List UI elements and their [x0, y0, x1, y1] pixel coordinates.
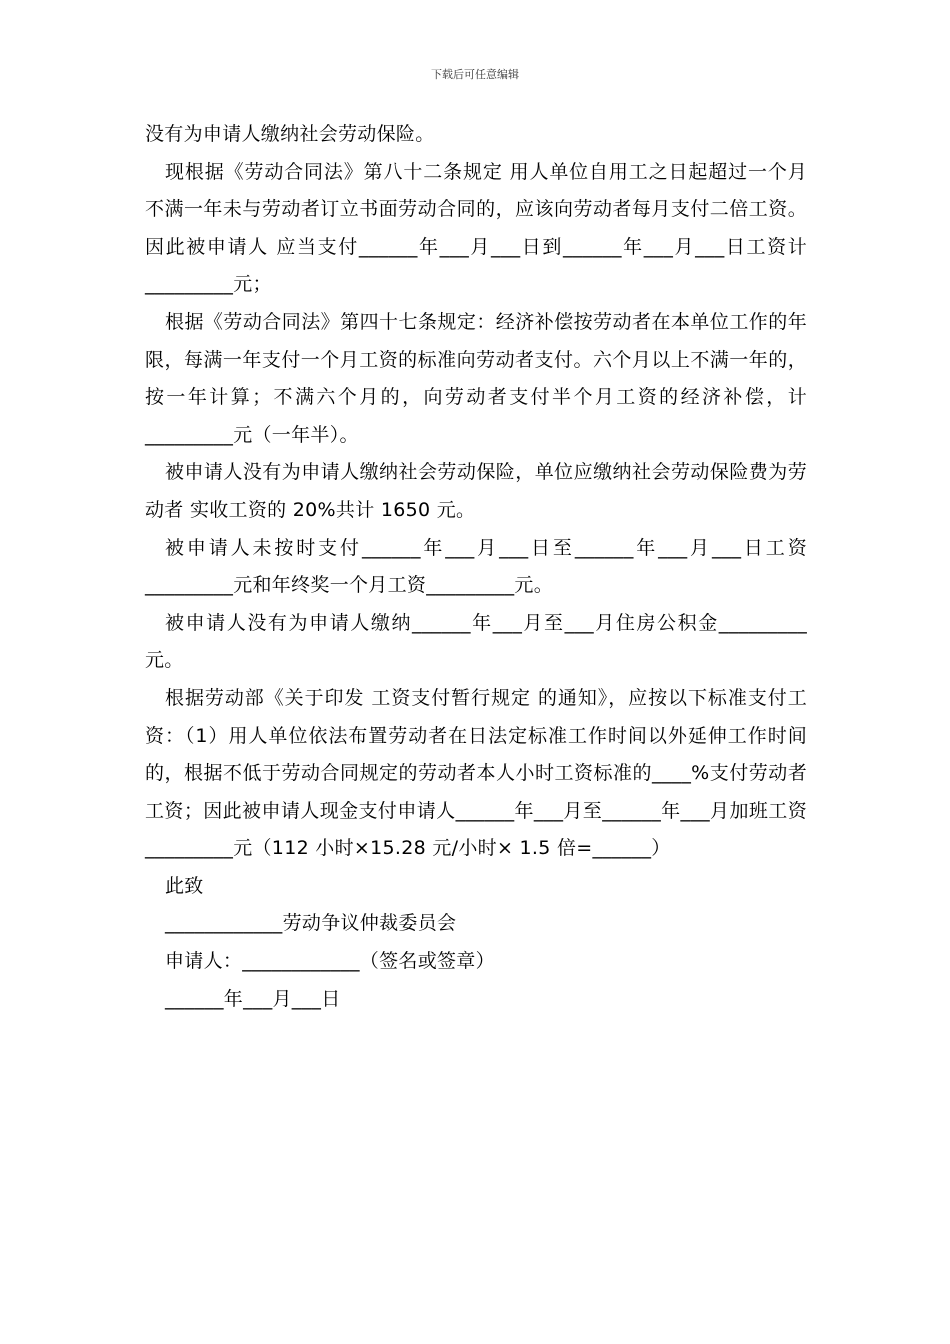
closing-recipient: ____________劳动争议仲裁委员会	[165, 912, 457, 935]
paragraph-housing-fund: 被申请人没有为申请人缴纳______年___月至___月住房公积金_________元。	[145, 611, 807, 672]
closing-applicant-signature: 申请人：____________（签名或签章）	[165, 950, 495, 973]
paragraph-economic-compensation: 根据《劳动合同法》第四十七条规定：经济补偿按劳动者在本单位工作的年限，每满一年支付一个月工资的标准向劳动者支付。六个月以上不满一年的，按一年计算；不满六个月的，向劳动者支付半个月工资的经济补偿，计_________元（一年半）。	[145, 310, 807, 446]
paragraph-insurance-continued: 没有为申请人缴纳社会劳动保险。	[145, 123, 435, 145]
paragraph-double-wages: 现根据《劳动合同法》第八十二条规定 用人单位自用工之日起超过一个月不满一年未与劳动者订立书面劳动合同的，应该向劳动者每月支付二倍工资。因此被申请人 应当支付______年___月___日到______年___月___日工资计_________元；	[145, 160, 807, 296]
paragraph-unpaid-wages: 被申请人未按时支付______年___月___日至______年___月___日工资_________元和年终奖一个月工资_________元。	[145, 536, 807, 597]
page-header-note: 下载后可任意编辑	[431, 68, 519, 81]
paragraph-social-insurance: 被申请人没有为申请人缴纳社会劳动保险，单位应缴纳社会劳动保险费为劳动者 实收工资的 20%共计 1650 元。	[145, 461, 807, 521]
paragraph-overtime-pay: 根据劳动部《关于印发 工资支付暂行规定 的通知》，应按以下标准支付工资：（1）用人单位依法布置劳动者在日法定标准工作时间以外延伸工作时间的，根据不低于劳动合同规定的劳动者本人小时工资标准的____%支付劳动者工资；因此被申请人现金支付申请人______年___月至______年___月加班工资_________元（112 小时×15.28 元/小时× 1.5 倍=______）	[145, 686, 807, 860]
closing-salutation: 此致	[165, 874, 204, 897]
document-body	[145, 116, 807, 1018]
closing-date: ______年___月___日	[165, 987, 341, 1010]
